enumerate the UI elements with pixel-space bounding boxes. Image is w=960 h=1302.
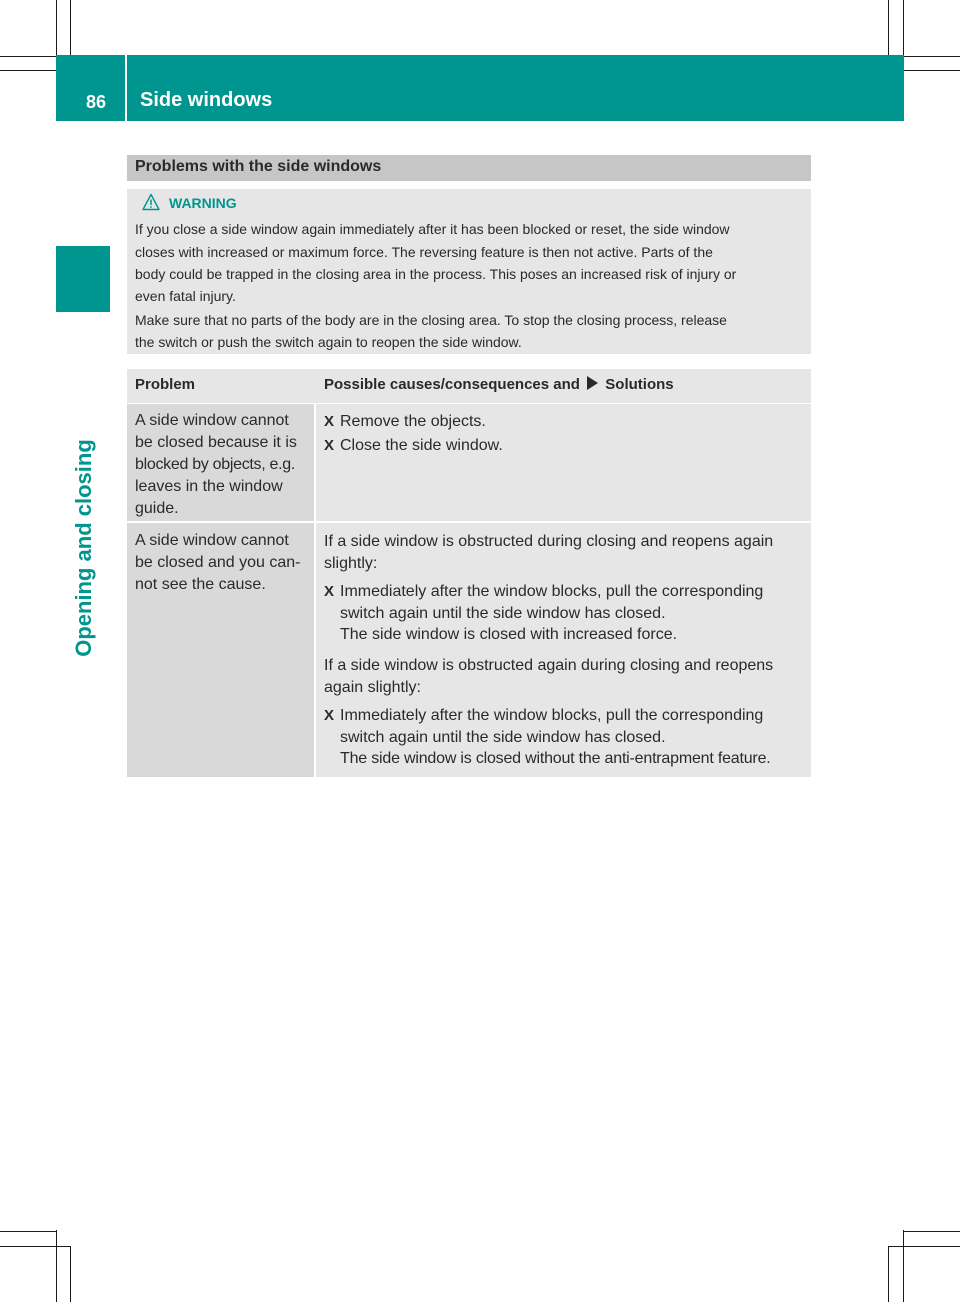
step-text: Close the side window. xyxy=(340,437,503,454)
warning-text-line: Make sure that no parts of the body are in the closing area. To stop the closing process, release xyxy=(135,312,727,328)
solution-intro-line: If a side window is obstructed again during closing and reopens xyxy=(324,657,774,674)
section-title: Problems with the side windows xyxy=(135,158,382,175)
problem-text-line: A side window cannot xyxy=(135,412,289,429)
step-marker-icon: X xyxy=(324,413,335,430)
problem-text-line: leaves in the window xyxy=(135,478,283,495)
step-text: Immediately after the window blocks, pull the corresponding xyxy=(340,583,764,600)
warning-triangle-icon xyxy=(142,193,160,211)
step-marker-icon: X xyxy=(324,707,335,724)
solution-intro-line: again slightly: xyxy=(324,679,421,696)
problem-text-line: A side window cannot xyxy=(135,532,289,549)
solution-intro-line: If a side window is obstructed during closing and reopens again xyxy=(324,533,774,550)
step-marker-icon: X xyxy=(324,437,335,454)
warning-label: WARNING xyxy=(169,195,237,211)
warning-text-line: closes with increased or maximum force. The reversing feature is then not active. Parts of the xyxy=(135,244,713,260)
crop-mark xyxy=(888,1246,889,1302)
column-header-problem: Problem xyxy=(135,376,196,393)
page-number: 86 xyxy=(86,92,107,112)
step-text: The side window is closed without the anti-entrapment feature. xyxy=(340,750,771,767)
crop-mark xyxy=(70,0,71,56)
chapter-label: Opening and closing xyxy=(71,439,96,657)
crop-mark xyxy=(70,1246,71,1302)
solution-intro-line: slightly: xyxy=(324,555,378,572)
warning-text-line: the switch or push the switch again to reopen the side window. xyxy=(135,334,522,350)
crop-mark xyxy=(56,1230,57,1302)
crop-mark xyxy=(0,1246,70,1247)
warning-text-line: even fatal injury. xyxy=(135,288,236,304)
step-text: switch again until the side window has closed. xyxy=(340,729,666,746)
header-divider xyxy=(125,55,127,121)
crop-mark xyxy=(888,0,889,56)
crop-mark xyxy=(0,70,56,71)
warning-text-line: If you close a side window again immediately after it has been blocked or reset, the side window xyxy=(135,221,730,237)
column-header-solutions-text: Possible causes/consequences and xyxy=(324,376,580,393)
column-header-solutions-label: Solutions xyxy=(605,376,674,393)
step-text: The side window is closed with increased force. xyxy=(340,626,678,643)
step-text: Immediately after the window blocks, pull the corresponding xyxy=(340,707,764,724)
problem-text-line: be closed and you can- xyxy=(135,554,301,571)
step-marker-icon: X xyxy=(324,583,335,600)
crop-mark xyxy=(903,1231,960,1232)
column-header-solutions xyxy=(324,376,674,393)
problem-text-line: be closed because it is xyxy=(135,434,297,451)
problem-text-line: guide. xyxy=(135,500,179,517)
problem-text-line: blocked by objects, e.g. xyxy=(135,456,296,473)
crop-mark xyxy=(903,1230,904,1302)
play-arrow-icon xyxy=(587,376,598,390)
crop-mark xyxy=(888,1246,960,1247)
chapter-tab-block xyxy=(56,246,110,312)
page-title: Side windows xyxy=(140,89,273,111)
step-text: switch again until the side window has closed. xyxy=(340,605,666,622)
step-text: Remove the objects. xyxy=(340,413,486,430)
crop-mark xyxy=(903,70,960,71)
crop-mark xyxy=(0,1231,56,1232)
warning-text-line: body could be trapped in the closing area in the process. This poses an increased risk of injury or xyxy=(135,266,737,282)
problem-text-line: not see the cause. xyxy=(135,576,266,593)
